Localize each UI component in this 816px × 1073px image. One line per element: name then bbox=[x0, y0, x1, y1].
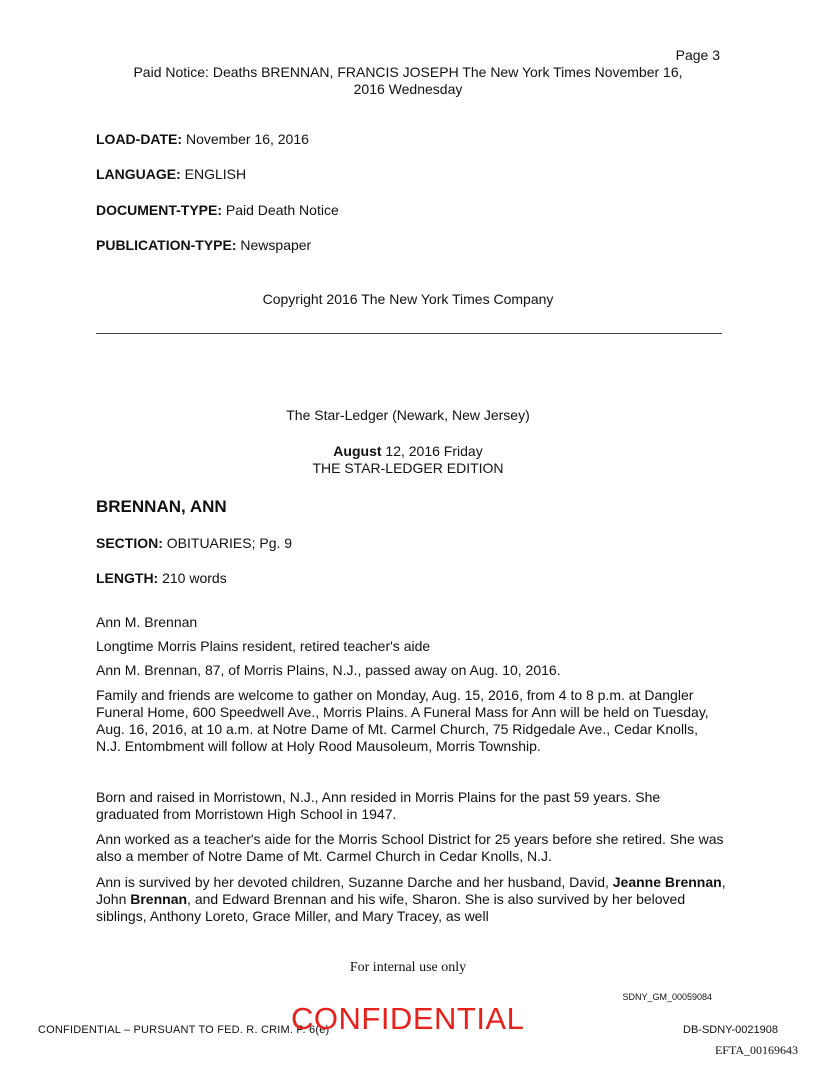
document-type-field bbox=[96, 202, 339, 218]
bates-number-small: SDNY_GM_00059084 bbox=[622, 992, 712, 1002]
publication-type-label: PUBLICATION-TYPE: bbox=[96, 237, 237, 253]
survivors-text-3: , and Edward Brennan and his wife, Sharon. She is also survived by her beloved siblings, Anthony Loreto, Grace Miller, and Mary Tracey, as well bbox=[96, 891, 686, 924]
running-header-line-1: Paid Notice: Deaths BRENNAN, FRANCIS JOSEPH The New York Times November 16, bbox=[133, 64, 683, 80]
paragraph-career: Ann worked as a teacher's aide for the Morris School District for 25 years before she retired. She was also a member of Notre Dame of Mt. Carmel Church in Cedar Knolls, N.J. bbox=[96, 831, 724, 864]
survivors-text-2: , John bbox=[96, 874, 726, 907]
survivors-name-brennan: Brennan bbox=[130, 891, 188, 907]
paragraph-name: Ann M. Brennan bbox=[96, 614, 198, 630]
load-date-value: November 16, 2016 bbox=[182, 131, 309, 147]
confidential-stamp: CONFIDENTIAL bbox=[291, 1001, 525, 1036]
efta-number: EFTA_00169643 bbox=[714, 1043, 798, 1057]
paragraph-survivors bbox=[96, 874, 726, 925]
document-type-label: DOCUMENT-TYPE: bbox=[96, 202, 222, 218]
length-field bbox=[96, 570, 227, 586]
article-date-month: August bbox=[333, 443, 382, 459]
bates-number: DB-SDNY-0021908 bbox=[683, 1024, 778, 1036]
section-field bbox=[96, 535, 292, 551]
article-title: BRENNAN, ANN bbox=[96, 497, 227, 516]
load-date-field bbox=[96, 131, 309, 147]
language-field bbox=[96, 166, 246, 182]
survivors-name-jeanne: Jeanne Brennan bbox=[612, 874, 722, 890]
document-type-value: Paid Death Notice bbox=[222, 202, 339, 218]
length-value: 210 words bbox=[158, 570, 227, 586]
paragraph-services: Family and friends are welcome to gather on Monday, Aug. 15, 2016, from 4 to 8 p.m. at Dangler Funeral Home, 600 Speedwell Ave., Morris Plains. A Funeral Mass for Ann will be held on Tuesday, Aug. 16, 2016, at 10 a.m. at Notre Dame of Mt. Carmel Church, 75 Ridgedale Ave., Cedar Knolls, N.J. Entombment will follow at Holy Rood Mausoleum, Morris Township. bbox=[96, 687, 709, 754]
section-label: SECTION: bbox=[96, 535, 163, 551]
section-value: OBITUARIES; Pg. 9 bbox=[162, 535, 293, 551]
article-edition: THE STAR-LEDGER EDITION bbox=[312, 460, 504, 476]
language-value: ENGLISH bbox=[180, 166, 247, 182]
length-label: LENGTH: bbox=[96, 570, 159, 586]
paragraph-biography: Born and raised in Morristown, N.J., Ann resided in Morris Plains for the past 59 years. She graduated from Morristown High School in 1947. bbox=[96, 789, 661, 822]
confidential-legend: CONFIDENTIAL – PURSUANT TO FED. R. CRIM. P. 6(e) bbox=[38, 1024, 330, 1036]
publication-type-value: Newspaper bbox=[236, 237, 312, 253]
article-source: The Star-Ledger (Newark, New Jersey) bbox=[286, 407, 530, 423]
publication-type-field bbox=[96, 237, 311, 253]
paragraph-subtitle: Longtime Morris Plains resident, retired teacher's aide bbox=[96, 638, 431, 654]
section-divider bbox=[96, 333, 722, 334]
survivors-text-1: Ann is survived by her devoted children, Suzanne Darche and her husband, David, bbox=[96, 874, 613, 890]
article-date bbox=[96, 443, 720, 460]
paragraph-passing: Ann M. Brennan, 87, of Morris Plains, N.J., passed away on Aug. 10, 2016. bbox=[96, 662, 561, 678]
article-date-rest: 12, 2016 Friday bbox=[381, 443, 483, 459]
page-number: Page 3 bbox=[675, 47, 720, 63]
language-label: LANGUAGE: bbox=[96, 166, 181, 182]
internal-use-notice: For internal use only bbox=[349, 960, 467, 975]
load-date-label: LOAD-DATE: bbox=[96, 131, 183, 147]
copyright-notice: Copyright 2016 The New York Times Company bbox=[262, 291, 554, 307]
running-header-line-2: 2016 Wednesday bbox=[353, 81, 463, 97]
